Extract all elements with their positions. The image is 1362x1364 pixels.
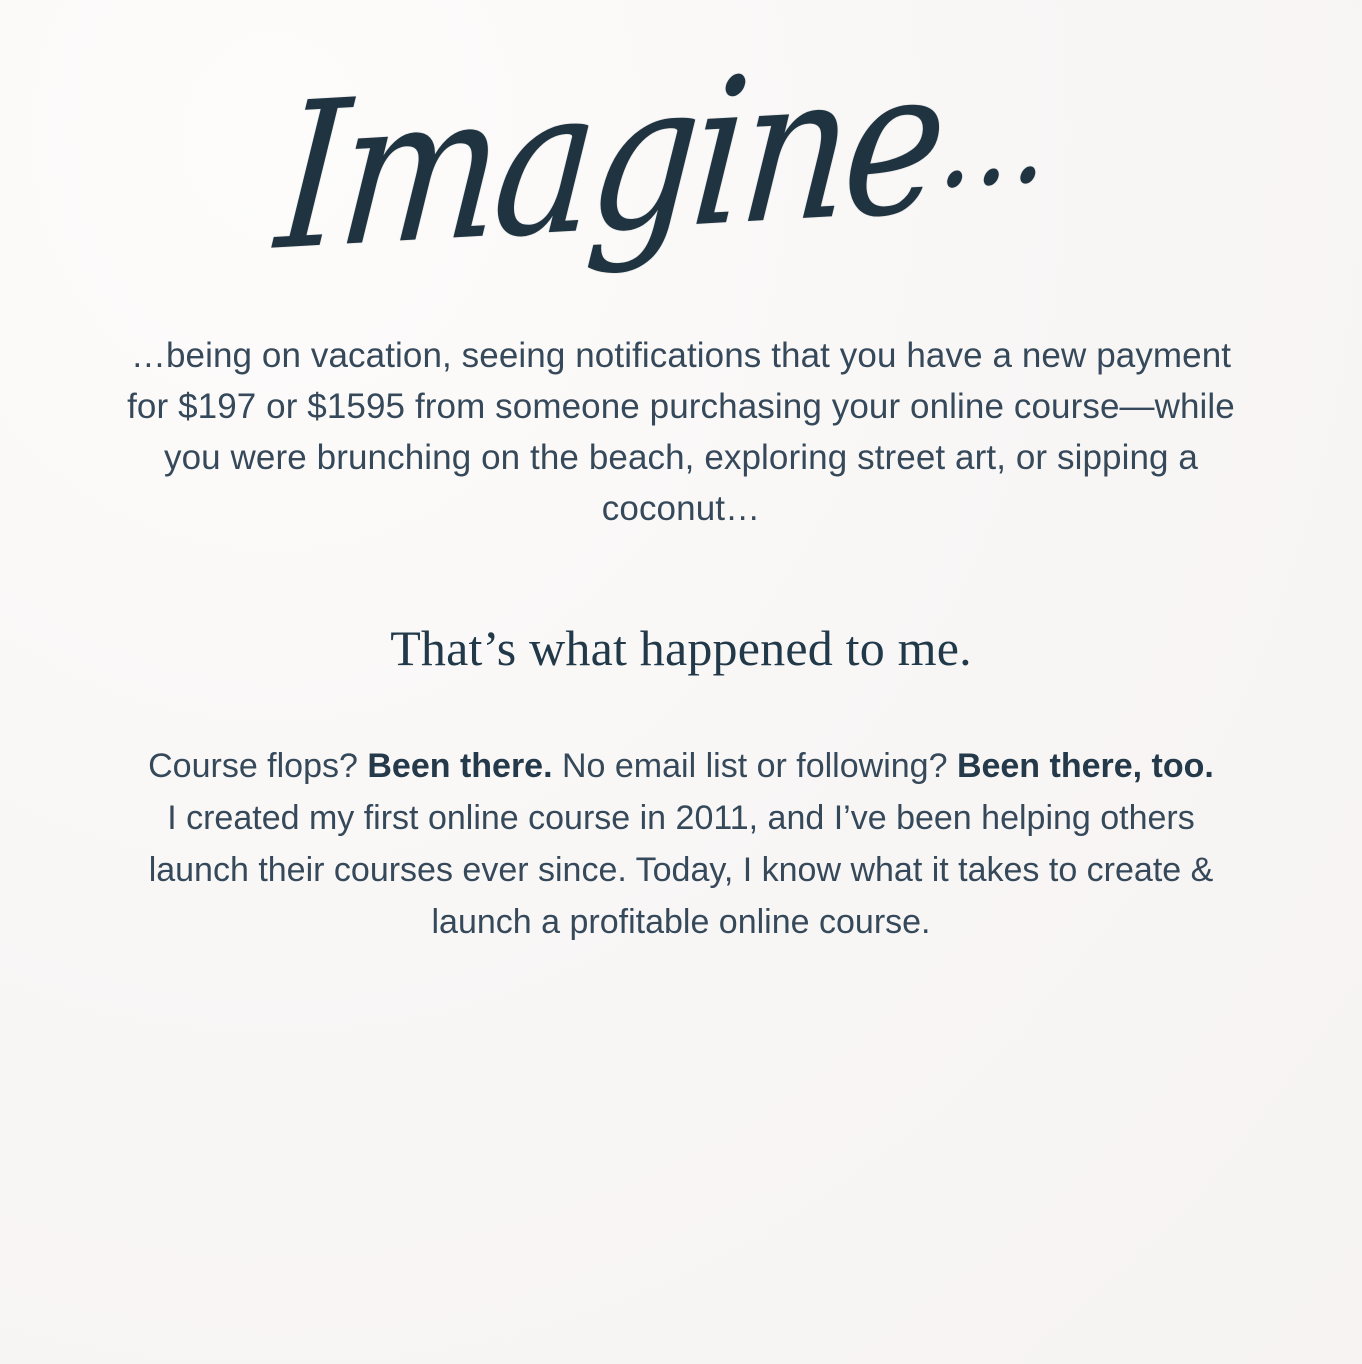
- body-segment-1: Course flops?: [148, 747, 368, 786]
- body-segment-3: I created my first online course in 2011, and I’ve been helping others launch their courses ever since. Today, I know what it takes to create & launch a profitable online course.: [148, 799, 1214, 942]
- body-paragraph: [141, 740, 1221, 948]
- script-headline-ellipsis: …: [932, 59, 1058, 218]
- script-headline-word: Imagine: [269, 24, 949, 297]
- body-bold-2: Been there, too.: [956, 747, 1214, 786]
- headline-section: [0, 0, 1362, 330]
- body-bold-1: Been there.: [367, 747, 553, 786]
- script-headline: [269, 24, 1060, 297]
- intro-paragraph: …being on vacation, seeing notifications that you have a new payment for $197 or $1595 from someone purchasing your online course—while you were brunching on the beach, exploring street art, or sipping a coconut…: [127, 336, 1235, 529]
- body-segment-2: No email list or following?: [552, 747, 957, 786]
- sub-headline: That’s what happened to me.: [390, 620, 972, 677]
